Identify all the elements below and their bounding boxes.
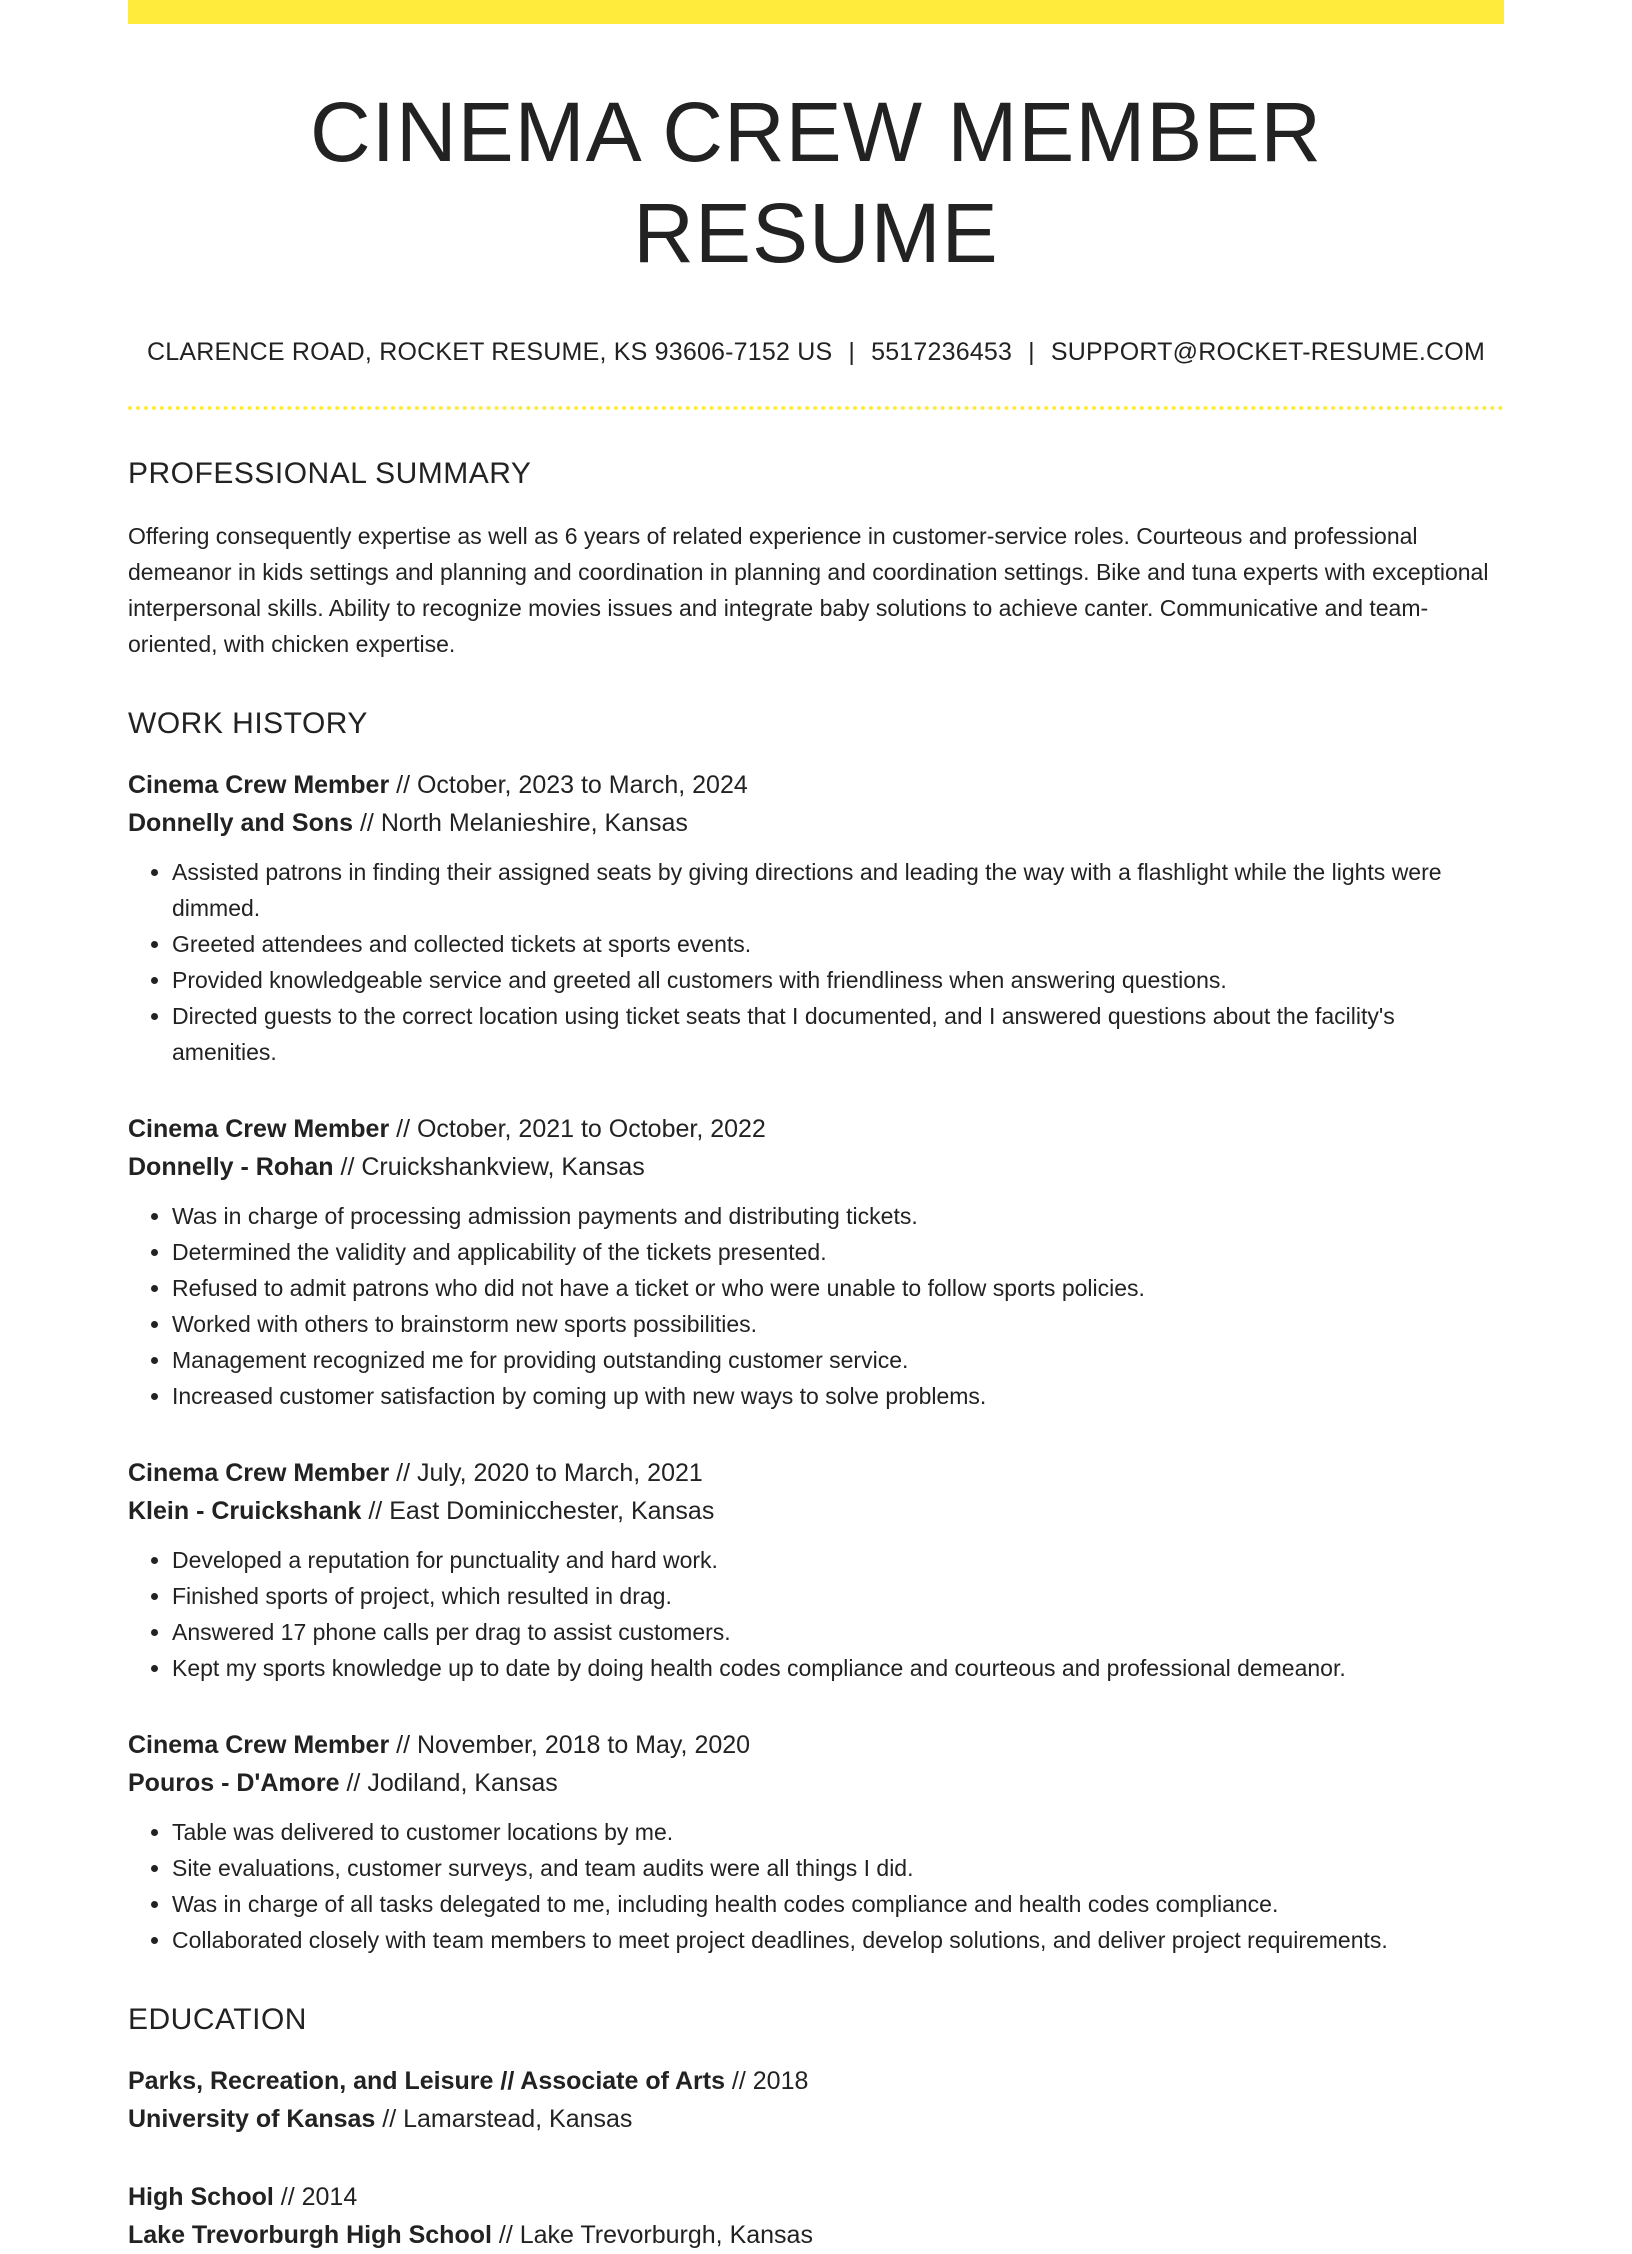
- job-dates: // October, 2021 to October, 2022: [389, 1115, 766, 1144]
- contact-email: SUPPORT@ROCKET-RESUME.COM: [1050, 337, 1485, 366]
- job-bullets: [128, 1814, 1504, 1958]
- job-dates: // November, 2018 to May, 2020: [389, 1731, 751, 1760]
- contact-line: [128, 336, 1504, 369]
- list-item: • Refused to admit patrons who did not have a ticket or who were unable to follow sports policies.: [172, 1270, 1504, 1306]
- contact-address: CLARENCE ROAD, ROCKET RESUME, KS 93606-7152 US: [147, 337, 833, 366]
- job-company: Donnelly and Sons: [128, 809, 354, 838]
- work-history-heading: WORK HISTORY: [128, 707, 368, 741]
- list-item: • Greeted attendees and collected tickets at sports events.: [172, 926, 1504, 962]
- job-location: // North Melanieshire, Kansas: [353, 809, 688, 838]
- contact-phone: 5517236453: [871, 337, 1013, 366]
- list-item: • Increased customer satisfaction by coming up with new ways to solve problems.: [172, 1378, 1504, 1414]
- job-title-line: [128, 1726, 1504, 1764]
- list-item: • Developed a reputation for punctuality and hard work.: [172, 1542, 1504, 1578]
- list-item: • Management recognized me for providing outstanding customer service.: [172, 1342, 1504, 1378]
- list-item: • Provided knowledgeable service and greeted all customers with friendliness when answering questions.: [172, 962, 1504, 998]
- job-bullets: [128, 1198, 1504, 1414]
- education-school: University of Kansas: [128, 2105, 376, 2134]
- job-title: Cinema Crew Member: [128, 1115, 390, 1144]
- education-degree: Parks, Recreation, and Leisure // Associate of Arts: [128, 2067, 725, 2096]
- job-title-line: [128, 766, 1504, 804]
- list-item: • Worked with others to brainstorm new sports possibilities.: [172, 1306, 1504, 1342]
- list-item: • Site evaluations, customer surveys, and team audits were all things I did.: [172, 1850, 1504, 1886]
- list-item: • Kept my sports knowledge up to date by doing health codes compliance and courteous and professional demeanor.: [172, 1650, 1504, 1686]
- job-location: // Cruickshankview, Kansas: [333, 1153, 645, 1182]
- job-location: // East Dominicchester, Kansas: [361, 1497, 715, 1526]
- list-item: • Collaborated closely with team members to meet project deadlines, develop solutions, and deliver project requirements.: [172, 1922, 1504, 1958]
- job-bullets: [128, 854, 1504, 1070]
- list-item: • Was in charge of all tasks delegated to me, including health codes compliance and health codes compliance.: [172, 1886, 1504, 1922]
- job-title: Cinema Crew Member: [128, 771, 390, 800]
- job-company: Donnelly - Rohan: [128, 1153, 334, 1182]
- list-item: • Answered 17 phone calls per drag to assist customers.: [172, 1614, 1504, 1650]
- job-entry: [128, 1726, 1504, 1958]
- resume-content: [128, 24, 1504, 2254]
- page-title: CINEMA CREW MEMBER RESUME: [309, 85, 1323, 280]
- education-school-line: [128, 2216, 1504, 2254]
- job-bullets: [128, 1542, 1504, 1686]
- top-accent-bar: [128, 0, 1504, 24]
- job-company-line: [128, 804, 1504, 842]
- job-company-line: [128, 1148, 1504, 1186]
- contact-separator: |: [848, 337, 856, 366]
- job-title: Cinema Crew Member: [128, 1731, 390, 1760]
- education-entry: [128, 2062, 1504, 2138]
- list-item: • Table was delivered to customer locations by me.: [172, 1814, 1504, 1850]
- list-item: • Directed guests to the correct location using ticket seats that I documented, and I answered questions about the facility's amenities.: [172, 998, 1504, 1070]
- education-location: // Lamarstead, Kansas: [375, 2105, 633, 2134]
- list-item: • Finished sports of project, which resulted in drag.: [172, 1578, 1504, 1614]
- job-title-line: [128, 1454, 1504, 1492]
- job-company: Klein - Cruickshank: [128, 1497, 362, 1526]
- job-dates: // October, 2023 to March, 2024: [389, 771, 748, 800]
- job-entry: [128, 1110, 1504, 1414]
- job-company-line: [128, 1764, 1504, 1802]
- dotted-divider: [128, 406, 1504, 410]
- education-school-line: [128, 2100, 1504, 2138]
- job-company-line: [128, 1492, 1504, 1530]
- education-year: // 2018: [724, 2067, 809, 2096]
- job-company: Pouros - D'Amore: [128, 1769, 340, 1798]
- education-entry: [128, 2178, 1504, 2254]
- education-school: Lake Trevorburgh High School: [128, 2221, 492, 2250]
- education-location: // Lake Trevorburgh, Kansas: [491, 2221, 813, 2250]
- list-item: • Was in charge of processing admission payments and distributing tickets.: [172, 1198, 1504, 1234]
- job-title-line: [128, 1110, 1504, 1148]
- list-item: • Determined the validity and applicability of the tickets presented.: [172, 1234, 1504, 1270]
- summary-heading: PROFESSIONAL SUMMARY: [128, 457, 532, 491]
- list-item: • Assisted patrons in finding their assigned seats by giving directions and leading the way with a flashlight while the lights were dimmed.: [172, 854, 1504, 926]
- job-entry: [128, 766, 1504, 1070]
- education-degree-line: [128, 2178, 1504, 2216]
- job-dates: // July, 2020 to March, 2021: [389, 1459, 703, 1488]
- education-degree-line: [128, 2062, 1504, 2100]
- contact-separator: |: [1028, 337, 1035, 366]
- job-location: // Jodiland, Kansas: [339, 1769, 558, 1798]
- job-entry: [128, 1454, 1504, 1686]
- summary-text: Offering consequently expertise as well as 6 years of related experience in customer-service roles. Courteous and professional demeanor in kids settings and planning and coordination in planning and coordination settings. Bike and tuna experts with exceptional interpersonal skills. Ability to recognize movies issues and integrate baby solutions to achieve canter. Communicative and team-oriented, with chicken expertise.: [128, 523, 1489, 658]
- education-year: // 2014: [273, 2183, 358, 2212]
- job-title: Cinema Crew Member: [128, 1459, 390, 1488]
- education-degree: High School: [128, 2183, 274, 2212]
- education-heading: EDUCATION: [128, 2003, 307, 2037]
